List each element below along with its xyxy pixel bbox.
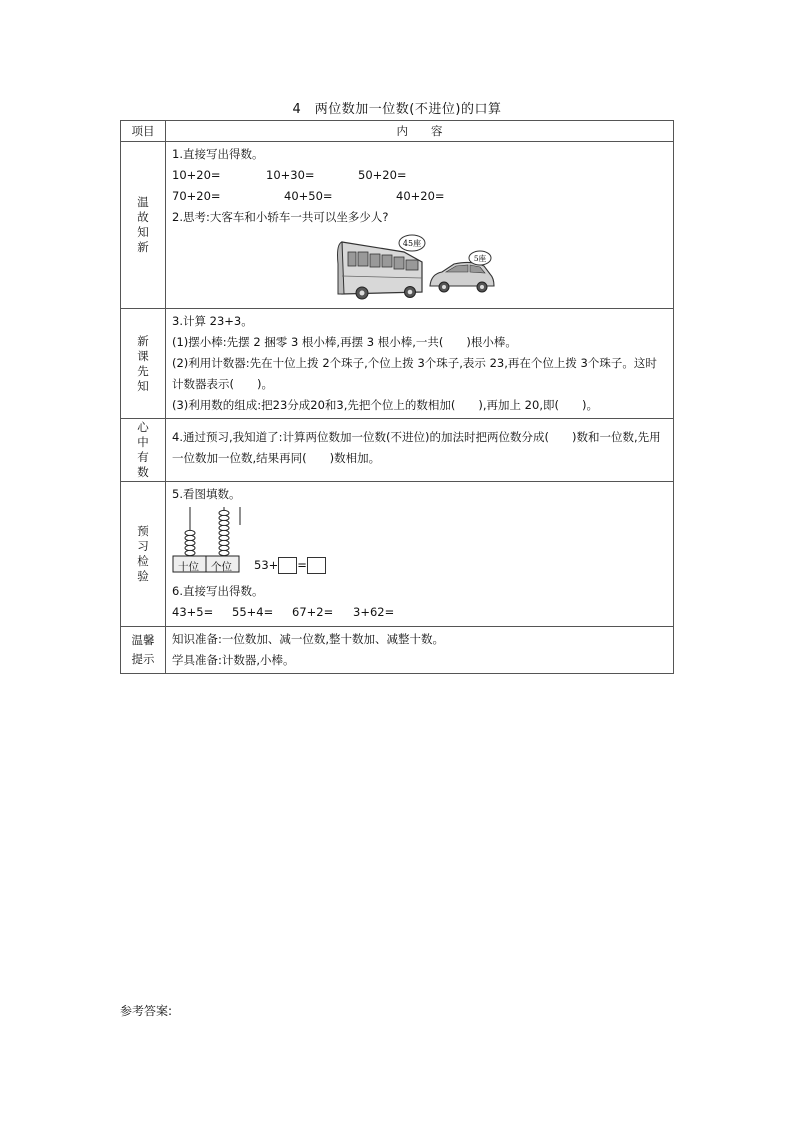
- tips-label: 温馨提示: [131, 633, 155, 666]
- calc-item: 10+30=: [266, 168, 315, 182]
- calc-item: 40+20=: [396, 189, 445, 203]
- new-lesson-row: [121, 309, 674, 419]
- calc-item: 10+20=: [172, 168, 221, 182]
- tips-row: [121, 627, 674, 674]
- calc-item: 43+5=: [172, 605, 214, 619]
- ones-label: 个位: [211, 561, 232, 573]
- q1-row1: [172, 165, 667, 186]
- tens-label: 十位: [178, 561, 199, 573]
- bus-seat-label: 45座: [402, 239, 422, 248]
- tips-line2: 学具准备:计数器,小棒。: [172, 653, 295, 667]
- header-row: [121, 121, 674, 142]
- abacus-figure: [172, 505, 667, 581]
- calc-item: 67+2=: [292, 605, 334, 619]
- q6-text: 6.直接写出得数。: [172, 584, 264, 598]
- calc-item: 50+20=: [358, 168, 407, 182]
- calc-item: 55+4=: [232, 605, 274, 619]
- q1-text: 1.直接写出得数。: [172, 147, 264, 161]
- header-content: 内 容: [166, 121, 674, 142]
- bus-and-car-illustration: [172, 234, 712, 302]
- q4-text: 4.通过预习,我知道了:计算两位数加一位数(不进位)的加法时把两位数分成( )数和一位数,先用一位数加一位数,结果再同( )数相加。: [172, 430, 661, 465]
- answer-box[interactable]: [307, 557, 326, 574]
- calc-item: 3+62=: [353, 605, 395, 619]
- new-lesson-label: 新课先知: [137, 333, 149, 393]
- review-row: [121, 142, 674, 309]
- q3-part2: (2)利用计数器:先在十位上拨 2个珠子,个位上拨 3个珠子,表示 23,再在个位上拨 3个珠子。这时计数器表示( )。: [172, 356, 657, 391]
- page-title: 4 两位数加一位数(不进位)的口算: [292, 102, 502, 117]
- header-item: 项目: [121, 121, 166, 142]
- calc-item: 40+50=: [284, 189, 333, 203]
- worksheet-table: [120, 120, 674, 674]
- q3-part3: (3)利用数的组成:把23分成20和3,先把个位上的数相加( ),再加上 20,即( )。: [172, 398, 598, 412]
- tips-line1: 知识准备:一位数加、减一位数,整十数加、减整十数。: [172, 632, 445, 646]
- check-row: [121, 482, 674, 627]
- car-seat-label: 5座: [473, 254, 487, 263]
- check-label: 预习检验: [137, 524, 149, 583]
- equation-equals: =: [297, 558, 307, 572]
- summary-label: 心中有数: [137, 420, 149, 479]
- q2-text: 2.思考:大客车和小轿车一共可以坐多少人?: [172, 210, 389, 224]
- q5-text: 5.看图填数。: [172, 487, 241, 501]
- vehicles-figure: [172, 228, 667, 296]
- abacus-equation: [254, 557, 326, 574]
- answer-box[interactable]: [278, 557, 297, 574]
- answers-label: 参考答案:: [120, 1004, 173, 1018]
- review-label: 温故知新: [137, 195, 149, 254]
- summary-row: [121, 419, 674, 482]
- q1-row2: [172, 186, 667, 207]
- equation-start: 53+: [254, 558, 279, 572]
- calc-item: 70+20=: [172, 189, 221, 203]
- car-icon: [430, 262, 494, 292]
- q3-part1: (1)摆小棒:先摆 2 捆零 3 根小棒,再摆 3 根小棒,一共( )根小棒。: [172, 335, 517, 349]
- q6-row: [172, 602, 667, 623]
- q3-text: 3.计算 23+3。: [172, 314, 253, 328]
